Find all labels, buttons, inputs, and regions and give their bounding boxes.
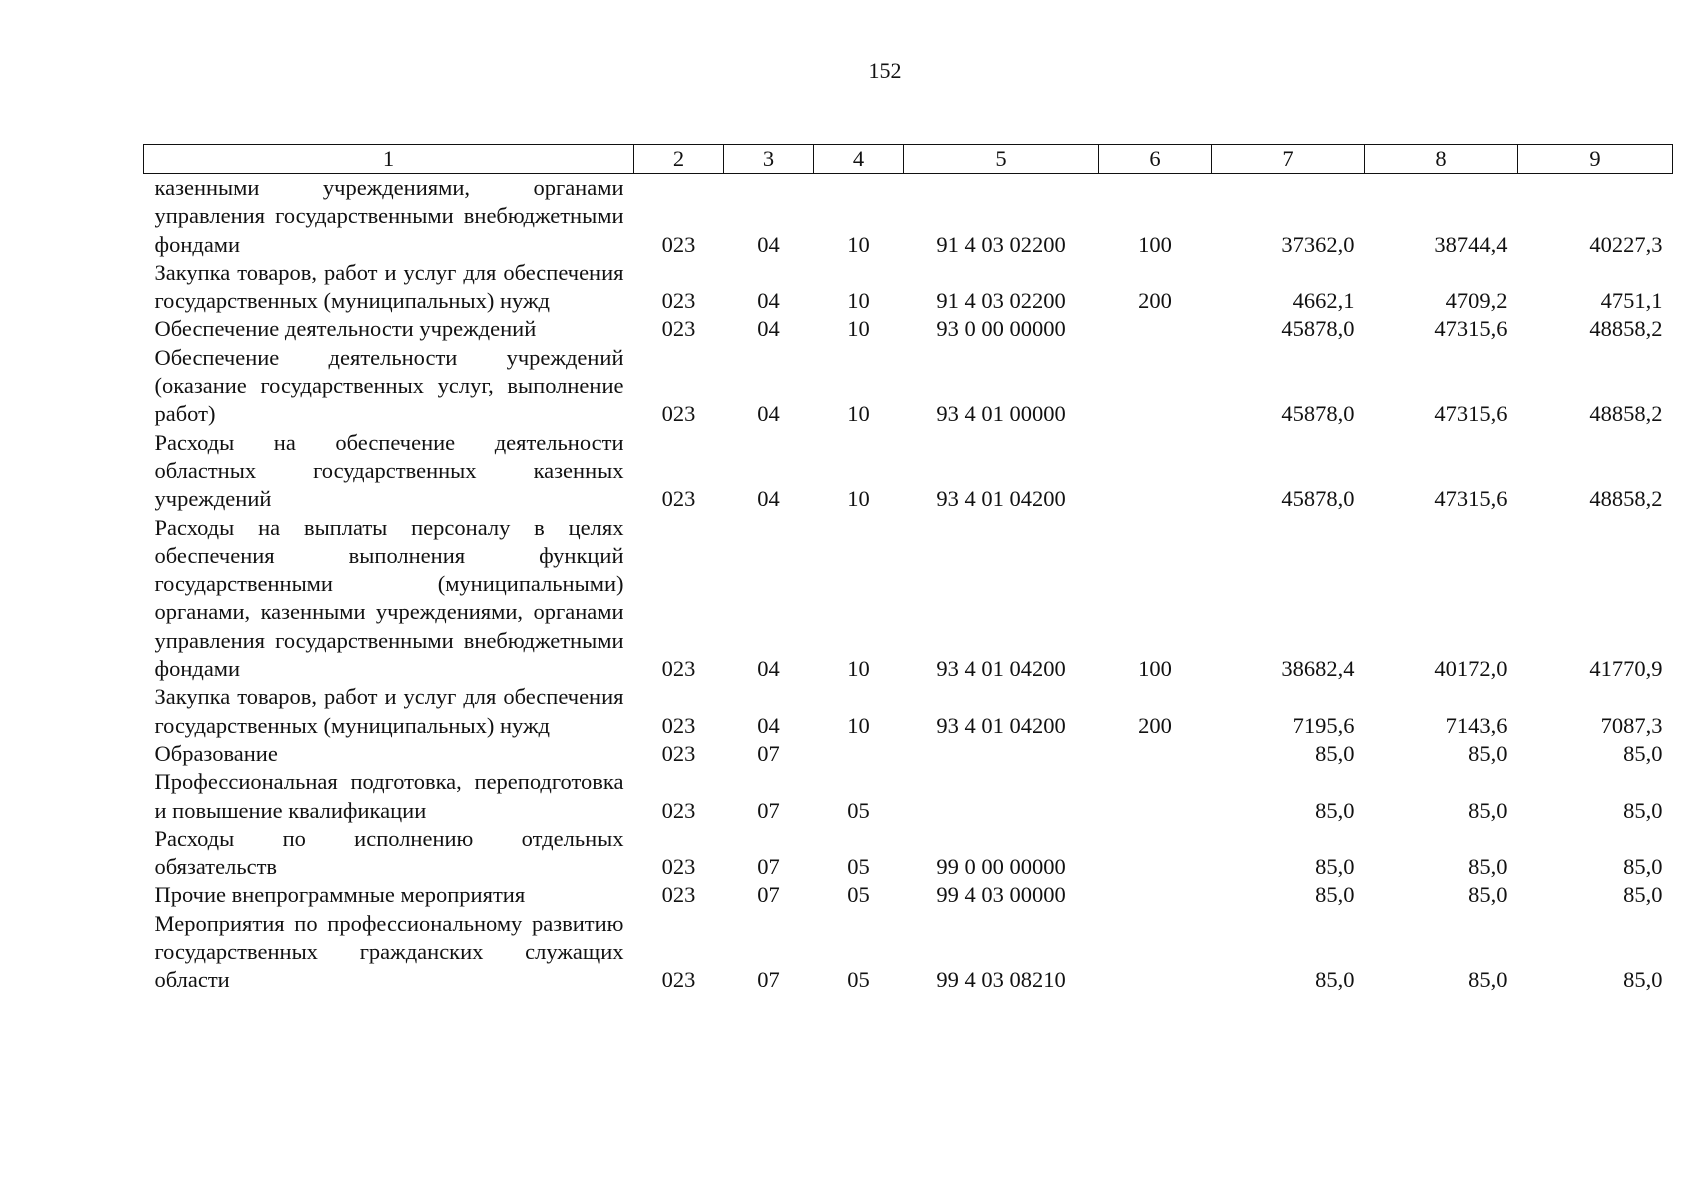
section-code: 07 <box>757 797 780 823</box>
table-body <box>144 174 1673 995</box>
header-cell: 2 <box>634 145 724 174</box>
amount-col-9: 85,0 <box>1623 854 1663 880</box>
row-name: Расходы на выплаты персоналу в целях обеспечения выполнения функций государственными (муниципальными) органами, казенными учреждениями, органами управления государственными внебюджетными фондами <box>154 514 624 682</box>
subsection-code: 10 <box>847 231 870 257</box>
section-code: 04 <box>757 656 780 682</box>
amount-col-8: 47315,6 <box>1434 486 1508 512</box>
amount-col-8: 47315,6 <box>1434 316 1508 342</box>
amount-col-9: 85,0 <box>1623 967 1663 993</box>
table-row <box>144 683 1673 740</box>
header-cell: 5 <box>904 145 1099 174</box>
expense-type-code: 100 <box>1138 231 1172 257</box>
amount-col-8: 7143,6 <box>1445 712 1508 738</box>
table-row <box>144 740 1673 768</box>
amount-col-8: 85,0 <box>1468 797 1508 823</box>
header-cell: 1 <box>144 145 634 174</box>
amount-col-9: 4751,1 <box>1600 288 1663 314</box>
table-row <box>144 259 1673 316</box>
amount-col-9: 48858,2 <box>1589 401 1663 427</box>
amount-col-7: 45878,0 <box>1281 486 1355 512</box>
row-name: Образование <box>154 740 278 766</box>
subsection-code <box>814 740 904 768</box>
subsection-code: 10 <box>847 712 870 738</box>
section-code: 04 <box>757 401 780 427</box>
ministry-code: 023 <box>661 967 696 993</box>
expense-type-code: 100 <box>1138 656 1172 682</box>
section-code: 07 <box>757 740 780 766</box>
subsection-code: 10 <box>847 656 870 682</box>
expense-type-code: 200 <box>1138 712 1172 738</box>
table-row <box>144 514 1673 684</box>
target-item-code: 93 4 01 04200 <box>936 486 1066 512</box>
row-name: Закупка товаров, работ и услуг для обеспечения государственных (муниципальных) нужд <box>154 684 624 738</box>
header-cell: 6 <box>1099 145 1212 174</box>
subsection-code: 10 <box>847 316 870 342</box>
expense-type-code <box>1099 825 1212 882</box>
amount-col-9: 48858,2 <box>1589 486 1663 512</box>
budget-table <box>143 144 1673 995</box>
target-item-code: 99 4 03 00000 <box>936 882 1066 908</box>
row-name: Расходы на обеспечение деятельности областных государственных казенных учреждений <box>154 429 624 512</box>
expense-type-code <box>1099 910 1212 995</box>
section-code: 04 <box>757 712 780 738</box>
section-code: 04 <box>757 288 780 314</box>
ministry-code: 023 <box>661 401 696 427</box>
amount-col-8: 40172,0 <box>1434 656 1508 682</box>
ministry-code: 023 <box>661 656 696 682</box>
section-code: 07 <box>757 882 780 908</box>
amount-col-8: 85,0 <box>1468 740 1508 766</box>
table-row <box>144 174 1673 259</box>
ministry-code: 023 <box>661 486 696 512</box>
header-cell: 8 <box>1365 145 1518 174</box>
table-header <box>144 145 1673 174</box>
amount-col-9: 85,0 <box>1623 740 1663 766</box>
expense-type-code: 200 <box>1138 288 1172 314</box>
amount-col-7: 4662,1 <box>1292 288 1355 314</box>
amount-col-7: 37362,0 <box>1281 231 1355 257</box>
section-code: 04 <box>757 231 780 257</box>
header-cell: 7 <box>1212 145 1365 174</box>
amount-col-9: 48858,2 <box>1589 316 1663 342</box>
target-item-code: 99 0 00 00000 <box>936 854 1066 880</box>
page-number: 152 <box>868 58 902 83</box>
subsection-code: 05 <box>847 797 870 823</box>
row-name: Обеспечение деятельности учреждений <box>154 316 537 342</box>
table-row <box>144 881 1673 909</box>
amount-col-7: 45878,0 <box>1281 401 1355 427</box>
section-code: 07 <box>757 967 780 993</box>
subsection-code: 05 <box>847 882 870 908</box>
amount-col-7: 45878,0 <box>1281 316 1355 342</box>
table-row <box>144 825 1673 882</box>
ministry-code: 023 <box>661 231 696 257</box>
ministry-code: 023 <box>661 740 696 766</box>
target-item-code <box>904 740 1099 768</box>
section-code: 04 <box>757 316 780 342</box>
table-row <box>144 315 1673 343</box>
amount-col-7: 85,0 <box>1315 740 1355 766</box>
target-item-code: 93 4 01 04200 <box>936 712 1066 738</box>
target-item-code: 91 4 03 02200 <box>936 288 1066 314</box>
amount-col-9: 40227,3 <box>1589 231 1663 257</box>
table-row <box>144 429 1673 514</box>
amount-col-8: 38744,4 <box>1434 231 1508 257</box>
row-name: Обеспечение деятельности учреждений (оказание государственных услуг, выполнение работ) <box>154 344 624 427</box>
amount-col-7: 85,0 <box>1315 882 1355 908</box>
target-item-code: 93 0 00 00000 <box>936 316 1066 342</box>
ministry-code: 023 <box>661 854 696 880</box>
subsection-code: 05 <box>847 967 870 993</box>
subsection-code: 10 <box>847 288 870 314</box>
target-item-code: 99 4 03 08210 <box>936 967 1066 993</box>
amount-col-7: 38682,4 <box>1281 656 1355 682</box>
amount-col-9: 7087,3 <box>1600 712 1663 738</box>
header-cell: 4 <box>814 145 904 174</box>
header-cell: 3 <box>724 145 814 174</box>
ministry-code: 023 <box>661 797 696 823</box>
expense-type-code <box>1099 344 1212 429</box>
row-name: Прочие внепрограммные мероприятия <box>154 882 526 908</box>
amount-col-9: 85,0 <box>1623 882 1663 908</box>
amount-col-7: 85,0 <box>1315 797 1355 823</box>
expense-type-code <box>1099 768 1212 825</box>
table-row <box>144 768 1673 825</box>
amount-col-8: 85,0 <box>1468 882 1508 908</box>
ministry-code: 023 <box>661 288 696 314</box>
expense-type-code <box>1099 429 1212 514</box>
amount-col-8: 4709,2 <box>1445 288 1508 314</box>
subsection-code: 10 <box>847 401 870 427</box>
header-cell: 9 <box>1518 145 1673 174</box>
amount-col-8: 85,0 <box>1468 967 1508 993</box>
expense-type-code <box>1099 315 1212 343</box>
target-item-code: 91 4 03 02200 <box>936 231 1066 257</box>
target-item-code: 93 4 01 04200 <box>936 656 1066 682</box>
ministry-code: 023 <box>661 712 696 738</box>
expense-type-code <box>1099 881 1212 909</box>
amount-col-7: 7195,6 <box>1292 712 1355 738</box>
expense-type-code <box>1099 740 1212 768</box>
amount-col-8: 47315,6 <box>1434 401 1508 427</box>
row-name: Расходы по исполнению отдельных обязательств <box>154 825 624 880</box>
table-row <box>144 910 1673 995</box>
target-item-code: 93 4 01 00000 <box>936 401 1066 427</box>
target-item-code <box>904 768 1099 825</box>
row-name: казенными учреждениями, органами управления государственными внебюджетными фондами <box>154 175 624 257</box>
row-name: Мероприятия по профессиональному развитию государственных гражданских служащих области <box>154 910 624 993</box>
header-row <box>144 145 1673 174</box>
table-row <box>144 344 1673 429</box>
amount-col-9: 41770,9 <box>1589 656 1663 682</box>
amount-col-8: 85,0 <box>1468 854 1508 880</box>
ministry-code: 023 <box>661 882 696 908</box>
amount-col-9: 85,0 <box>1623 797 1663 823</box>
row-name: Закупка товаров, работ и услуг для обеспечения государственных (муниципальных) нужд <box>154 259 624 314</box>
amount-col-7: 85,0 <box>1315 967 1355 993</box>
ministry-code: 023 <box>661 316 696 342</box>
section-code: 04 <box>757 486 780 512</box>
subsection-code: 10 <box>847 486 870 512</box>
row-name: Профессиональная подготовка, переподготовка и повышение квалификации <box>154 769 624 823</box>
amount-col-7: 85,0 <box>1315 854 1355 880</box>
section-code: 07 <box>757 854 780 880</box>
subsection-code: 05 <box>847 854 870 880</box>
